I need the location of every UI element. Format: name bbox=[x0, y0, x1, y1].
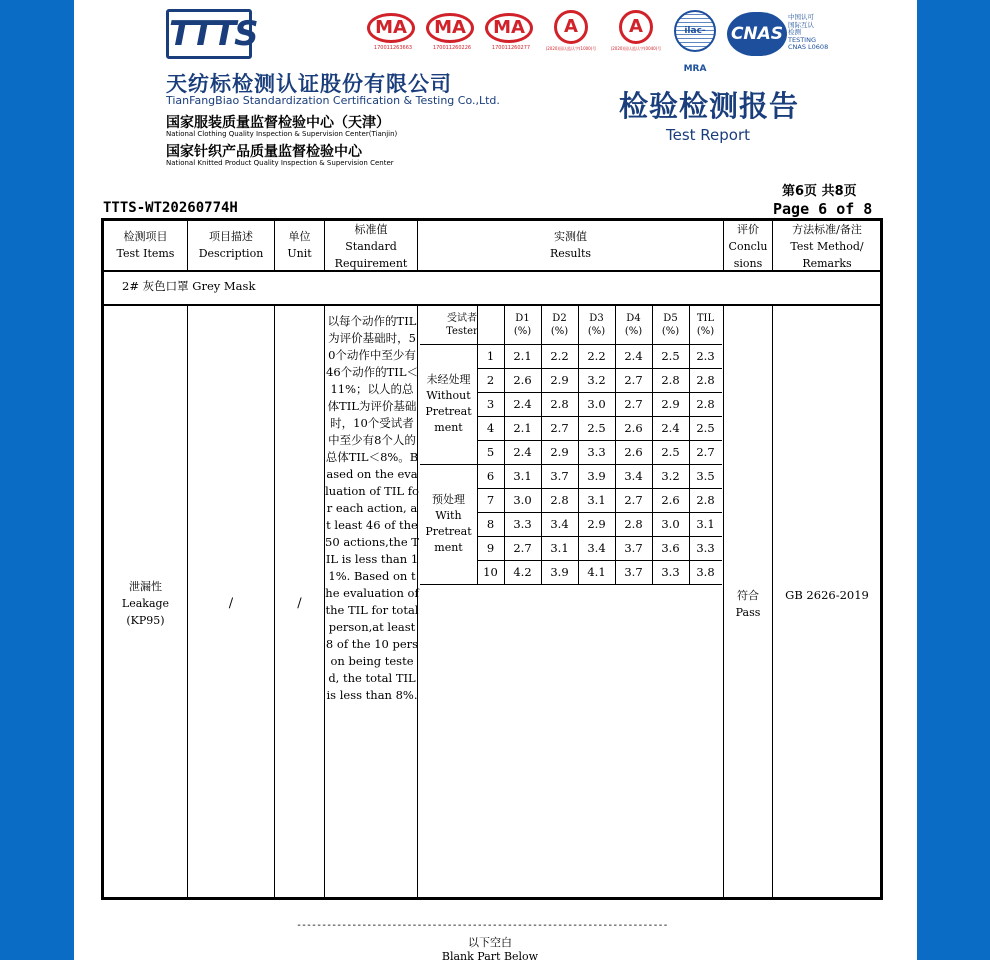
tester-header: 受试者 Tester bbox=[446, 313, 478, 337]
header-method: 方法标准/备注 Test Method/ Remarks bbox=[790, 223, 864, 270]
result-value: 2.4 bbox=[624, 349, 643, 363]
page-number-cn: 第6页 共8页 bbox=[782, 184, 857, 199]
result-value: 2.8 bbox=[696, 493, 715, 507]
result-value: 2.9 bbox=[550, 445, 569, 459]
result-value: 2.8 bbox=[661, 373, 680, 387]
tester-number: 4 bbox=[486, 421, 495, 435]
result-value: 3.7 bbox=[624, 565, 643, 579]
group-without-pretreatment: 未经处理 Without Pretreat ment bbox=[425, 373, 472, 434]
result-value: 3.6 bbox=[661, 541, 680, 555]
result-value: 2.5 bbox=[587, 421, 606, 435]
cma-mark-1: MA 170011263663 bbox=[367, 13, 419, 55]
col-header-d5: D5 (%) bbox=[661, 313, 680, 337]
result-value: 2.5 bbox=[661, 445, 680, 459]
blank-part-cn: 以下空白 bbox=[468, 936, 512, 949]
header-conclusions: 评价 Conclu sions bbox=[728, 223, 768, 270]
report-title-cn: 检验检测报告 bbox=[619, 89, 800, 123]
result-value: 2.8 bbox=[624, 517, 643, 531]
company-name-en: TianFangBiao Standardization Certification & Testing Co.,Ltd. bbox=[166, 94, 500, 107]
cnas-logo: CNAS bbox=[727, 12, 787, 56]
result-value: 4.2 bbox=[513, 565, 532, 579]
result-value: 3.7 bbox=[550, 469, 569, 483]
result-value: 2.1 bbox=[513, 349, 532, 363]
result-value: 2.7 bbox=[513, 541, 532, 555]
result-value: 2.1 bbox=[513, 421, 532, 435]
result-value: 3.1 bbox=[696, 517, 715, 531]
result-value: 3.8 bbox=[696, 565, 715, 579]
col-header-d2: D2 (%) bbox=[550, 313, 569, 337]
result-value: 2.8 bbox=[696, 397, 715, 411]
blank-divider: -------------------------------------------------------------------------- bbox=[296, 920, 668, 931]
tester-number: 1 bbox=[486, 349, 495, 363]
result-value: 2.4 bbox=[513, 397, 532, 411]
tester-number: 7 bbox=[486, 493, 495, 507]
header-description: 项目描述 Description bbox=[198, 230, 264, 260]
result-value: 2.7 bbox=[696, 445, 715, 459]
result-value: 2.2 bbox=[587, 349, 606, 363]
report-page bbox=[74, 0, 917, 960]
method-value: GB 2626-2019 bbox=[785, 588, 869, 602]
result-value: 4.1 bbox=[587, 565, 606, 579]
header-test-items: 检测项目 Test Items bbox=[116, 230, 175, 260]
result-value: 2.7 bbox=[550, 421, 569, 435]
col-header-d4: D4 (%) bbox=[624, 313, 643, 337]
result-value: 2.6 bbox=[624, 445, 643, 459]
tester-number: 8 bbox=[486, 517, 495, 531]
cal-mark-1: A (2020)国认监认字(1000)号 bbox=[545, 10, 597, 56]
blank-part-en: Blank Part Below bbox=[441, 950, 539, 960]
cnas-text: 中国认可 国际互认 检测 TESTING CNAS L0608 bbox=[788, 13, 829, 51]
sample-label: 2# 灰色口罩 Grey Mask bbox=[122, 279, 256, 293]
result-value: 3.4 bbox=[624, 469, 643, 483]
result-value: 3.0 bbox=[661, 517, 680, 531]
result-value: 3.7 bbox=[624, 541, 643, 555]
result-value: 3.1 bbox=[587, 493, 606, 507]
result-value: 3.2 bbox=[587, 373, 606, 387]
result-value: 3.1 bbox=[513, 469, 532, 483]
report-number: TTTS-WT20260774H bbox=[103, 200, 238, 216]
tester-number: 9 bbox=[486, 541, 495, 555]
result-value: 3.5 bbox=[696, 469, 715, 483]
group-with-pretreatment: 预处理 With Pretreat ment bbox=[425, 493, 472, 554]
result-value: 2.3 bbox=[696, 349, 715, 363]
result-value: 2.7 bbox=[624, 397, 643, 411]
test-item-leakage: 泄漏性 Leakage (KP95) bbox=[121, 580, 170, 627]
report-title-en: Test Report bbox=[666, 126, 751, 144]
col-header-d1: D1 (%) bbox=[513, 313, 532, 337]
tester-number: 6 bbox=[486, 469, 495, 483]
result-value: 2.8 bbox=[696, 373, 715, 387]
result-value: 3.4 bbox=[587, 541, 606, 555]
result-value: 2.5 bbox=[696, 421, 715, 435]
tester-number: 10 bbox=[483, 565, 498, 579]
result-value: 3.9 bbox=[587, 469, 606, 483]
result-value: 2.4 bbox=[661, 421, 680, 435]
result-value: 2.8 bbox=[550, 493, 569, 507]
center1-name-en: National Clothing Quality Inspection & Supervision Center(Tianjin) bbox=[166, 130, 398, 138]
header-results: 实测值 Results bbox=[549, 230, 592, 260]
conclusion-value: 符合 Pass bbox=[735, 589, 761, 619]
result-value: 3.2 bbox=[661, 469, 680, 483]
header-standard: 标准值 Standard Requirement bbox=[334, 223, 408, 270]
result-value: 3.0 bbox=[513, 493, 532, 507]
results-table bbox=[101, 218, 883, 900]
cma-mark-2: MA 170011260226 bbox=[426, 13, 478, 55]
result-value: 2.7 bbox=[624, 493, 643, 507]
header-unit: 单位 Unit bbox=[287, 230, 312, 260]
ttts-logo: TTTS bbox=[166, 9, 252, 59]
result-value: 3.4 bbox=[550, 517, 569, 531]
col-header-d3: D3 (%) bbox=[587, 313, 606, 337]
result-value: 2.2 bbox=[550, 349, 569, 363]
result-value: 2.6 bbox=[513, 373, 532, 387]
result-value: 3.9 bbox=[550, 565, 569, 579]
result-value: 2.9 bbox=[550, 373, 569, 387]
center1-name-cn: 国家服装质量监督检验中心（天津） bbox=[166, 115, 390, 131]
description-value: / bbox=[228, 596, 234, 611]
result-value: 2.5 bbox=[661, 349, 680, 363]
result-value: 2.6 bbox=[624, 421, 643, 435]
result-value: 2.6 bbox=[661, 493, 680, 507]
result-value: 3.0 bbox=[587, 397, 606, 411]
result-value: 2.8 bbox=[550, 397, 569, 411]
results-subtable bbox=[420, 306, 722, 588]
tester-number: 3 bbox=[486, 397, 495, 411]
result-value: 2.7 bbox=[624, 373, 643, 387]
result-value: 3.3 bbox=[696, 541, 715, 555]
result-value: 3.3 bbox=[513, 517, 532, 531]
result-value: 2.9 bbox=[661, 397, 680, 411]
company-name-cn: 天纺标检测认证股份有限公司 bbox=[166, 72, 452, 96]
page-number-en: Page 6 of 8 bbox=[773, 200, 873, 218]
result-value: 2.9 bbox=[587, 517, 606, 531]
ilac-mra-logo: ilac-MRA bbox=[674, 10, 716, 52]
tester-number: 5 bbox=[486, 445, 495, 459]
tester-number: 2 bbox=[486, 373, 495, 387]
center2-name-cn: 国家针织产品质量监督检验中心 bbox=[166, 144, 362, 160]
cma-mark-3: MA 170011260277 bbox=[485, 13, 537, 55]
result-value: 3.3 bbox=[661, 565, 680, 579]
col-header-til: TIL (%) bbox=[696, 313, 715, 337]
unit-value: / bbox=[297, 596, 302, 611]
result-value: 2.4 bbox=[513, 445, 532, 459]
center2-name-en: National Knitted Product Quality Inspection & Supervision Center bbox=[166, 159, 394, 167]
result-value: 3.1 bbox=[550, 541, 569, 555]
result-value: 3.3 bbox=[587, 445, 606, 459]
standard-requirement: 以每个动作的TIL为评价基础时，50个动作中至少有46个动作的TIL＜11%；以人的总体TIL为评价基础时，10个受试者中至少有8个人的总体TIL＜8%。Based on the evaluation of TIL for each action, at least 46 of the 50 actions,the TIL is less than 11%. Based on the evaluation of the TIL for total person,at least 8 of the 10 person being tested, the total TIL is less than 8%. bbox=[325, 314, 419, 702]
cal-mark-2: A (2020)国认监认字(0040)号 bbox=[610, 10, 662, 56]
